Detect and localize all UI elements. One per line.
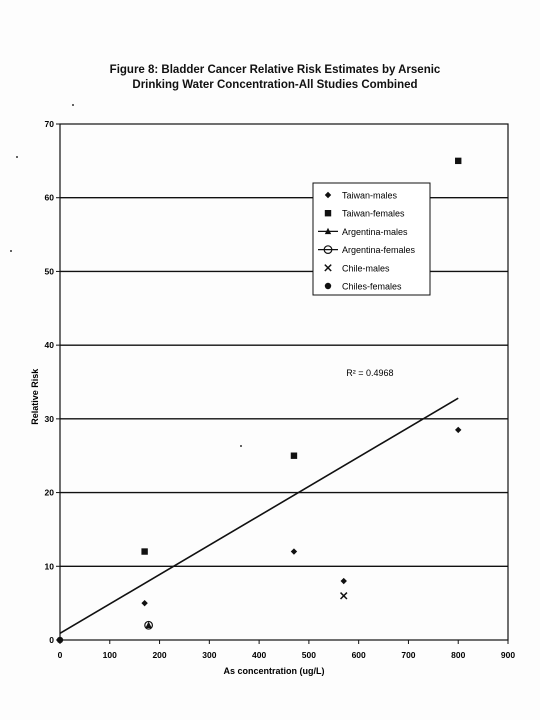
x-tick-label: 800 bbox=[451, 650, 466, 660]
y-tick-label: 50 bbox=[44, 266, 54, 277]
x-tick-label: 100 bbox=[102, 650, 117, 660]
legend-label-argentina-females: Argentina-females bbox=[342, 245, 416, 256]
x-tick-label: 600 bbox=[351, 650, 366, 660]
point-taiwan-males bbox=[291, 548, 297, 554]
point-chiles-females bbox=[57, 637, 63, 643]
trendline-r-squared-label: R² = 0.4968 bbox=[346, 368, 394, 379]
legend-label-taiwan-females: Taiwan-females bbox=[342, 208, 405, 219]
y-tick-label: 0 bbox=[49, 635, 54, 645]
legend-marker-taiwan-females bbox=[325, 210, 331, 216]
chart-title-line-2: Drinking Water Concentration-All Studies Combined bbox=[132, 79, 418, 91]
legend-label-argentina-males: Argentina-males bbox=[342, 226, 408, 237]
y-tick-label: 10 bbox=[44, 561, 54, 572]
legend-label-taiwan-males: Taiwan-males bbox=[342, 190, 398, 201]
point-taiwan-females bbox=[455, 158, 461, 164]
y-tick-label: 40 bbox=[44, 340, 54, 351]
x-tick-label: 0 bbox=[57, 650, 63, 660]
point-taiwan-females bbox=[141, 548, 147, 554]
point-taiwan-females bbox=[291, 453, 297, 459]
scan-speck bbox=[16, 156, 18, 158]
legend-label-chiles-females: Chiles-females bbox=[342, 281, 402, 292]
x-tick-label: 900 bbox=[500, 650, 516, 660]
legend-label-chile-males: Chile-males bbox=[342, 263, 390, 274]
point-taiwan-males bbox=[141, 600, 147, 606]
x-tick-label: 400 bbox=[252, 650, 267, 660]
x-tick-label: 500 bbox=[301, 650, 316, 660]
scan-speck bbox=[240, 445, 242, 447]
y-tick-label: 60 bbox=[44, 192, 54, 203]
plot-area-border bbox=[60, 124, 508, 640]
point-taiwan-males bbox=[341, 578, 347, 584]
x-axis-title: As concentration (ug/L) bbox=[223, 666, 325, 676]
scan-speck bbox=[72, 104, 74, 106]
y-axis-title: Relative Risk bbox=[30, 368, 40, 425]
legend-marker-chiles-females bbox=[325, 283, 331, 289]
x-tick-label: 200 bbox=[152, 650, 167, 660]
x-tick-label: 700 bbox=[401, 650, 416, 660]
y-tick-label: 70 bbox=[44, 119, 54, 129]
point-taiwan-males bbox=[455, 427, 461, 433]
y-tick-label: 30 bbox=[44, 413, 54, 424]
scan-speck bbox=[10, 250, 12, 252]
trendline bbox=[60, 398, 458, 633]
x-tick-label: 300 bbox=[202, 650, 217, 660]
y-tick-label: 20 bbox=[44, 487, 54, 498]
chart-title-line-1: Figure 8: Bladder Cancer Relative Risk Estimates by Arsenic bbox=[109, 64, 441, 76]
